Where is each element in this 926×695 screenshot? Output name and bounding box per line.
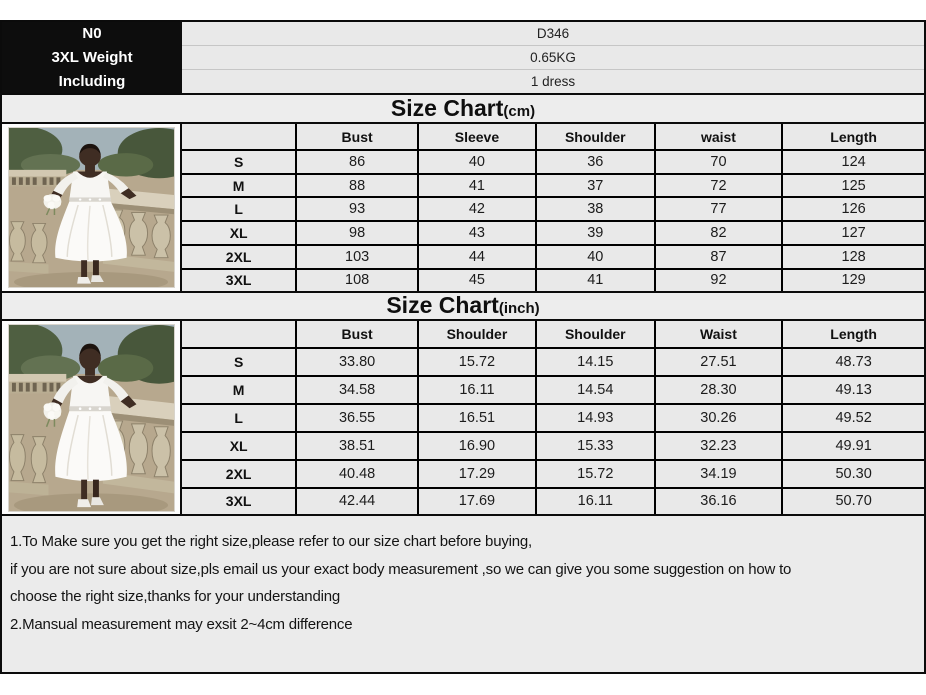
column-header: Bust [296,124,418,150]
size-table-inch [182,321,924,514]
table-cell: 41 [536,269,655,291]
table-cell: 14.15 [536,348,655,376]
column-header: Shoulder [536,321,655,348]
table-row [182,404,924,432]
table-cell: 38.51 [296,432,418,460]
column-header [182,321,296,348]
info-value-including: 1 dress [530,74,576,89]
table-cell: 40.48 [296,460,418,488]
table-cell: 40 [418,150,536,174]
product-info-labels [2,22,182,93]
title-text-cm: Size Chart [390,95,504,121]
note-line: 2.Mansual measurement may exsit 2~4cm difference [10,615,353,633]
table-cell: 77 [655,197,783,221]
table-cell: 128 [782,245,924,269]
table-cell: 36 [536,150,655,174]
table-cell: 41 [418,174,536,198]
row-size-label: 2XL [182,245,296,269]
table-cell: 34.58 [296,376,418,404]
table-cell: 50.70 [782,488,924,514]
table-cell: 36.55 [296,404,418,432]
table-cell: 70 [655,150,783,174]
table-cell: 17.29 [418,460,536,488]
table-header-row [182,321,924,348]
info-value-no: D346 [182,22,924,46]
table-cell: 16.51 [418,404,536,432]
size-table-cm [182,124,924,291]
table-cell: 39 [536,221,655,245]
info-label-weight: 3XL Weight [51,49,133,66]
table-cell: 93 [296,197,418,221]
product-info-values [182,22,924,93]
table-cell: 125 [782,174,924,198]
table-cell: 48.73 [782,348,924,376]
info-value-weight: 0.65KG [182,46,924,70]
table-cell: 15.72 [536,460,655,488]
row-size-label: XL [182,432,296,460]
table-cell: 15.72 [418,348,536,376]
table-row [182,432,924,460]
product-photo-cell-inch [2,321,182,514]
table-cell: 33.80 [296,348,418,376]
table-cell: 16.90 [418,432,536,460]
content-frame [0,20,926,674]
table-cell: 28.30 [655,376,783,404]
table-cell: 42.44 [296,488,418,514]
table-cell: 103 [296,245,418,269]
table-cell: 14.54 [536,376,655,404]
size-chart-inch-section [2,319,924,514]
column-header: Waist [655,321,783,348]
column-header: waist [655,124,783,150]
table-cell: 87 [655,245,783,269]
table-cell: 49.91 [782,432,924,460]
row-size-label: 3XL [182,488,296,514]
column-header: Sleeve [418,124,536,150]
table-cell: 38 [536,197,655,221]
table-cell: 127 [782,221,924,245]
table-row [182,376,924,404]
table-cell: 45 [418,269,536,291]
row-size-label: M [182,174,296,198]
row-size-label: XL [182,221,296,245]
title-unit-inch: (inch) [498,300,540,317]
row-size-label: L [182,197,296,221]
table-row [182,221,924,245]
column-header: Bust [296,321,418,348]
table-cell: 72 [655,174,783,198]
table-cell: 126 [782,197,924,221]
table-cell: 34.19 [655,460,783,488]
table-row [182,174,924,198]
column-header: Length [782,124,924,150]
size-chart-cm-section [2,122,924,291]
table-row [182,269,924,291]
table-cell: 16.11 [418,376,536,404]
info-label-no: N0 [82,25,102,43]
table-cell: 44 [418,245,536,269]
table-cell: 36.16 [655,488,783,514]
table-cell: 42 [418,197,536,221]
table-row [182,197,924,221]
table-cell: 50.30 [782,460,924,488]
table-row [182,150,924,174]
table-cell: 43 [418,221,536,245]
table-cell: 92 [655,269,783,291]
table-cell: 14.93 [536,404,655,432]
row-size-label: S [182,348,296,376]
info-label-including: Including [58,72,126,90]
table-cell: 17.69 [418,488,536,514]
table-row [182,245,924,269]
column-header: Length [782,321,924,348]
table-cell: 88 [296,174,418,198]
row-size-label: L [182,404,296,432]
table-cell: 32.23 [655,432,783,460]
table-cell: 49.52 [782,404,924,432]
table-cell: 37 [536,174,655,198]
title-text-inch: Size Chart [386,292,499,318]
sizing-notes [2,514,924,672]
note-line: 1.To Make sure you get the right size,please refer to our size chart before buying, [10,533,533,550]
column-header [182,124,296,150]
row-size-label: 3XL [182,269,296,291]
table-cell: 40 [536,245,655,269]
row-size-label: 2XL [182,460,296,488]
title-unit-cm: (cm) [503,103,536,120]
table-cell: 27.51 [655,348,783,376]
row-size-label: S [182,150,296,174]
table-cell: 98 [296,221,418,245]
row-size-label: M [182,376,296,404]
table-cell: 108 [296,269,418,291]
product-photo-dress [8,127,175,288]
table-cell: 16.11 [536,488,655,514]
table-cell: 82 [655,221,783,245]
table-cell: 49.13 [782,376,924,404]
product-info-table [2,22,924,93]
product-photo-cell-cm [2,124,182,291]
size-chart-cm-title [2,93,924,122]
note-line: choose the right size,thanks for your understanding [10,588,341,605]
size-chart-inch-title [2,291,924,319]
table-row [182,348,924,376]
table-header-row [182,124,924,150]
table-cell: 129 [782,269,924,291]
table-cell: 30.26 [655,404,783,432]
note-line: if you are not sure about size,pls email us your exact body measurement ,so we can give you some suggestion on how to [10,560,792,578]
table-row [182,460,924,488]
column-header: Shoulder [536,124,655,150]
table-cell: 124 [782,150,924,174]
column-header: Shoulder [418,321,536,348]
table-cell: 15.33 [536,432,655,460]
table-row [182,488,924,514]
product-photo-dress [8,324,175,512]
table-cell: 86 [296,150,418,174]
